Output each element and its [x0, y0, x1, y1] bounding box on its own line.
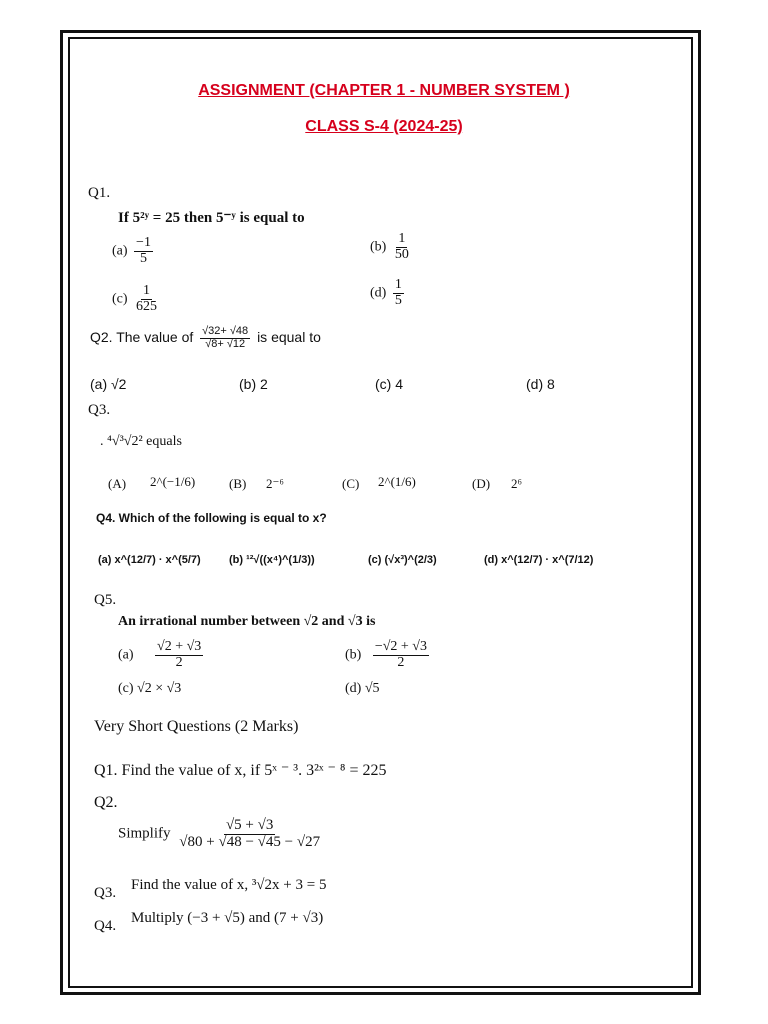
q1-option-d-label: (d) [370, 285, 387, 301]
q3-option-b-label: (B) [229, 476, 247, 491]
q1-option-c-label: (c) [112, 291, 128, 307]
q5-option-a [118, 640, 206, 670]
q4-stem: Q4. Which of the following is equal to x? [96, 511, 327, 525]
q4-option-c: (c) (√x³)^(2/3) [368, 554, 437, 566]
q2-suffix: is equal to [257, 328, 321, 345]
q3-equals: equals [146, 434, 182, 449]
q5-a-numerator: √2 + √3 [157, 639, 202, 654]
vsq-q4-text: Multiply (−3 + √5) and (7 + √3) [131, 910, 324, 926]
q5-option-a-label: (a) [118, 647, 134, 663]
vsq-q2-number: Q2. [94, 794, 118, 811]
q2-question [90, 326, 321, 350]
vsq-q1: Q1. Find the value of x, if 5ˣ ⁻ ³. 3²ˣ ⁻ ⁸ = 225 [94, 762, 387, 779]
q5-option-c: (c) √2 × √3 [118, 681, 182, 696]
q3-option-a-label: (A) [108, 476, 127, 491]
q5-a-denominator: 2 [175, 654, 183, 670]
q1-option-b-label: (b) [370, 239, 387, 255]
assignment-title: ASSIGNMENT (CHAPTER 1 - NUMBER SYSTEM ) [198, 82, 570, 99]
q2-denominator: √8+ √12 [205, 337, 246, 350]
q3-number: Q3. [88, 402, 111, 418]
q4-option-b: (b) ¹²√((x⁴)^(1/3)) [229, 554, 315, 566]
q4-option-d: (d) x^(12/7) · x^(7/12) [484, 554, 594, 566]
vsq-q2-expression [118, 818, 325, 851]
vsq-q3-text: Find the value of x, ³√2x + 3 = 5 [131, 877, 327, 893]
q1-number: Q1. [88, 185, 111, 201]
vsq-q2-denominator: √80 + √48 − √45 − √27 [179, 833, 321, 850]
vsq-q4-number: Q4. [94, 918, 117, 934]
vsq-q2-label: Simplify [118, 825, 171, 842]
q1-option-a-label: (a) [112, 243, 128, 259]
q5-option-b-label: (b) [345, 647, 362, 663]
q5-stem: An irrational number between √2 and √3 is [118, 614, 376, 629]
q1-option-c [112, 284, 162, 314]
vsq-q3-number: Q3. [94, 885, 117, 901]
q2-option-a: (a) √2 [90, 376, 127, 392]
q3-option-c-value: 2^(1/6) [378, 474, 416, 489]
q3-option-c-label: (C) [342, 476, 360, 491]
q3-option-b-value: 2⁻⁶ [266, 476, 284, 491]
q1-d-numerator: 1 [394, 277, 402, 292]
q1-a-denominator: 5 [140, 250, 147, 266]
q1-b-numerator: 1 [398, 231, 406, 246]
q1-d-denominator: 5 [394, 292, 402, 308]
q1-option-b [370, 232, 414, 262]
q5-option-b [345, 640, 432, 670]
q3-option-a-value: 2^(−1/6) [150, 474, 196, 489]
q1-b-denominator: 50 [394, 246, 409, 262]
q5-number: Q5. [94, 592, 117, 608]
q1-option-a [112, 236, 156, 266]
q3-option-d-value: 2⁶ [511, 476, 523, 491]
vsq-q2-numerator: √5 + √3 [225, 817, 274, 833]
q3-expression: . ⁴√³√2² [100, 434, 143, 449]
q2-option-d: (d) 8 [526, 376, 555, 392]
q1-c-denominator: 625 [136, 298, 158, 314]
very-short-heading: Very Short Questions (2 Marks) [94, 718, 299, 735]
q4-option-a: (a) x^(12/7) · x^(5/7) [98, 554, 201, 566]
q3-stem [100, 434, 182, 450]
q1-option-d [370, 278, 407, 308]
q1-a-numerator: −1 [136, 235, 151, 250]
q3-option-d-label: (D) [472, 476, 491, 491]
q1-c-numerator: 1 [143, 283, 151, 298]
q1-stem: If 5²ʸ = 25 then 5⁻ʸ is equal to [118, 210, 305, 226]
class-subtitle: CLASS S-4 (2024-25) [305, 118, 463, 135]
q2-option-c: (c) 4 [375, 376, 403, 392]
q5-option-d: (d) √5 [345, 681, 380, 696]
q2-numerator: √32+ √48 [202, 325, 249, 337]
q5-b-denominator: 2 [397, 654, 405, 670]
q2-option-b: (b) 2 [239, 376, 268, 392]
q2-prefix: Q2. The value of [90, 328, 194, 345]
q5-b-numerator: −√2 + √3 [374, 639, 427, 654]
